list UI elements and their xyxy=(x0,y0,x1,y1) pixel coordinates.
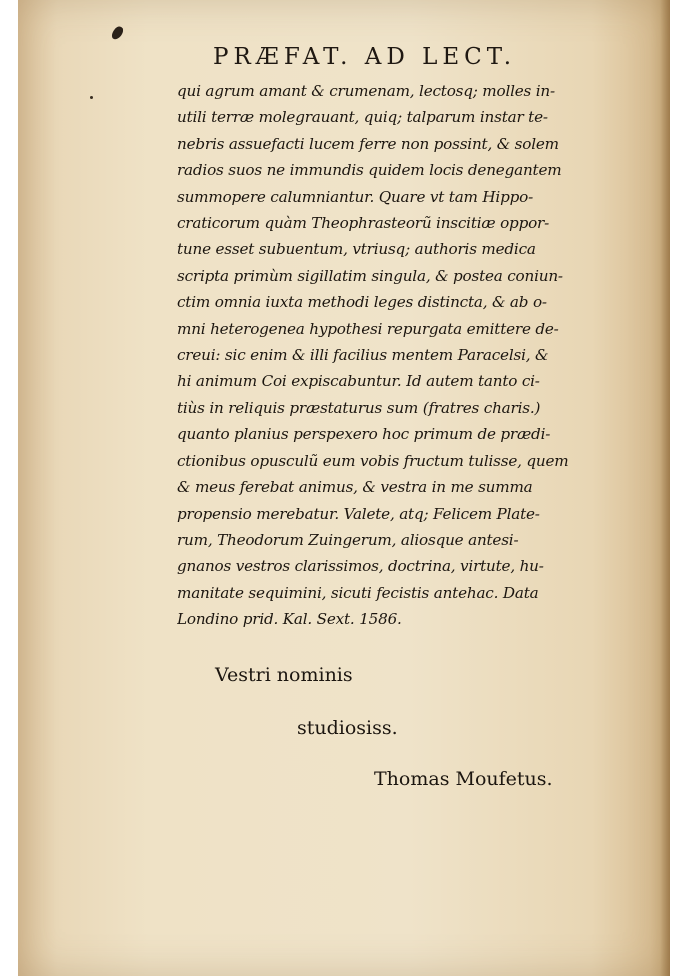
text-line: scripta primùm sigillatim singula, & postea coniun- xyxy=(177,266,563,285)
text-line: manitate sequimini, sicuti fecistis antehac. Data xyxy=(177,583,539,602)
text-line: mni heterogenea hypothesi repurgata emittere de- xyxy=(177,319,559,338)
closing-salutation: Vestri nominis xyxy=(215,664,353,686)
running-head: PRÆFAT. AD LECT. xyxy=(213,44,517,70)
text-line: radios suos ne immundis quidem locis denegantem xyxy=(177,161,562,180)
author-signature: Thomas Moufetus. xyxy=(374,768,553,790)
text-line: gnanos vestros clarissimos, doctrina, virtute, hu- xyxy=(177,557,544,576)
ink-blot xyxy=(110,25,125,42)
text-line: rum, Theodorum Zuingerum, aliosque antesi- xyxy=(177,530,519,549)
text-line: nebris assuefacti lucem ferre non possint, & solem xyxy=(177,134,559,153)
book-page xyxy=(18,0,670,976)
text-line: craticorum quàm Theophrasteorũ inscitiæ oppor- xyxy=(177,214,550,233)
text-line: creui: sic enim & illi facilius mentem Paracelsi, & xyxy=(177,346,549,365)
text-line: ctionibus opusculũ eum vobis fructum tulisse, quem xyxy=(177,451,569,470)
text-line: qui agrum amant & crumenam, lectosq; molles in- xyxy=(177,82,555,100)
text-line: propensio merebatur. Valete, atq; Felicem Plate- xyxy=(177,504,540,523)
preface-body xyxy=(177,78,647,633)
text-line: hi animum Coi expiscabuntur. Id autem tanto ci- xyxy=(177,372,540,391)
text-line: quanto planius perspexero hoc primum de prædi- xyxy=(177,425,551,444)
text-line: ctim omnia iuxta methodi leges distincta, & ab o- xyxy=(177,293,547,312)
text-line: utili terræ molegrauant, quiq; talparum instar te- xyxy=(177,108,548,127)
text-line: summopere calumniantur. Quare vt tam Hippo- xyxy=(177,187,533,206)
text-line: & meus ferebat animus, & vestra in me summa xyxy=(177,478,533,497)
text-line: Londino prid. Kal. Sext. 1586. xyxy=(177,610,402,629)
text-line: tiùs in reliquis præstaturus sum (fratres charis.) xyxy=(177,398,541,417)
closing-devotion: studiosiss. xyxy=(297,717,398,739)
ink-dot xyxy=(90,96,93,99)
text-line: tune esset subuentum, vtriusq; authoris medica xyxy=(177,240,536,259)
